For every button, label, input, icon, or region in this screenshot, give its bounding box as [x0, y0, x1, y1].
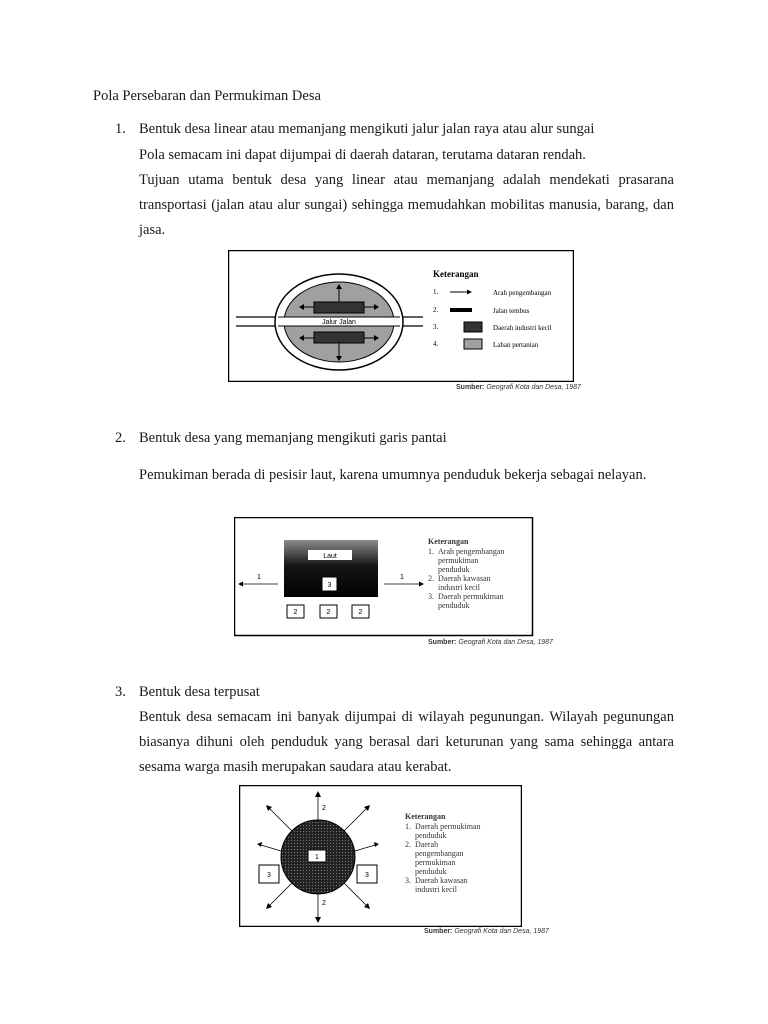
- svg-text:permukiman: permukiman: [415, 858, 456, 867]
- section-3-heading: Bentuk desa terpusat: [139, 684, 260, 700]
- svg-text:Daerah kawasan: Daerah kawasan: [438, 574, 491, 583]
- legend-num-2: 2.: [433, 306, 439, 314]
- section-3-number: 3.: [115, 684, 126, 700]
- figure-1-source: Sumber: Geografi Kota dan Desa, 1987: [456, 384, 581, 391]
- section-1-line: Pola semacam ini dapat dijumpai di daerah dataran, terutama dataran rendah.: [139, 147, 586, 163]
- legend-text-3: Daerah industri kecil: [493, 324, 552, 332]
- svg-text:penduduk: penduduk: [415, 867, 447, 876]
- legend-text-4: Lahan pertanian: [493, 341, 539, 349]
- figure-coastal-village: [234, 517, 534, 637]
- box-label-2: 2: [326, 609, 331, 616]
- svg-text:Arah pengembangan: Arah pengembangan: [438, 547, 505, 556]
- svg-text:Daerah: Daerah: [415, 840, 439, 849]
- box-label-3: 2: [358, 609, 363, 616]
- section-1-paragraph: Tujuan utama bentuk desa yang linear atau memanjang adalah mendekati prasarana transportasi (jalan atau alur sungai) sehingga memudahkan mobilitas manusia, barang, dan jasa.: [139, 172, 674, 238]
- section-2-heading: Bentuk desa yang memanjang mengikuti garis pantai: [139, 430, 447, 446]
- legend-num-1: 1.: [433, 288, 439, 296]
- figure-linear-village: [228, 250, 574, 382]
- legend-num-3: 3.: [428, 592, 434, 601]
- legend-num-1: 1.: [428, 547, 434, 556]
- section-3-paragraph: Bentuk desa semacam ini banyak dijumpai di wilayah pegunungan. Wilayah pegunungan biasanya dihuni oleh penduduk yang berasal dari keturunan yang sama sehingga antara sesama warga masih merupakan saudara atau kerabat.: [139, 709, 674, 775]
- center-label: 3: [327, 582, 332, 589]
- arrow-label-left: 1: [257, 574, 261, 581]
- document-title: Pola Persebaran dan Permukiman Desa: [93, 88, 321, 104]
- box-label-right: 3: [365, 872, 369, 879]
- legend-text-1: Arah pengembangan: [493, 289, 552, 297]
- legend-num-3: 3.: [433, 323, 439, 331]
- box-label-left: 3: [267, 872, 271, 879]
- legend-num-1: 1.: [405, 822, 411, 831]
- legend-title: Keterangan: [405, 812, 446, 821]
- arrow-label-top: 2: [322, 805, 326, 812]
- svg-text:penduduk: penduduk: [415, 831, 447, 840]
- box-label-1: 2: [293, 609, 298, 616]
- legend-title: Keterangan: [428, 537, 469, 546]
- svg-text:Daerah permukiman: Daerah permukiman: [415, 822, 481, 831]
- svg-text:industri kecil: industri kecil: [415, 885, 457, 894]
- legend-num-3: 3.: [405, 876, 411, 885]
- arrow-label-right: 1: [400, 574, 404, 581]
- section-1-heading: Bentuk desa linear atau memanjang mengikuti jalur jalan raya atau alur sungai: [139, 121, 595, 137]
- svg-text:Daerah kawasan: Daerah kawasan: [415, 876, 468, 885]
- sea-label: Laut: [323, 553, 337, 560]
- section-2-paragraph: Pemukiman berada di pesisir laut, karena umumnya penduduk bekerja sebagai nelayan.: [139, 467, 647, 483]
- svg-text:permukiman: permukiman: [438, 556, 479, 565]
- center-label: 1: [315, 854, 319, 861]
- figure-3-source: Sumber: Geografi Kota dan Desa, 1987: [424, 928, 549, 935]
- legend-title: Keterangan: [433, 269, 479, 279]
- figure-centralized-village: [239, 785, 522, 927]
- legend-num-4: 4.: [433, 340, 439, 348]
- svg-text:penduduk: penduduk: [438, 601, 470, 610]
- legend-num-2: 2.: [428, 574, 434, 583]
- svg-text:industri kecil: industri kecil: [438, 583, 480, 592]
- legend-num-2: 2.: [405, 840, 411, 849]
- legend-text-2: Jalan tembus: [493, 307, 530, 315]
- section-2-number: 2.: [115, 430, 126, 446]
- svg-text:pengembangan: pengembangan: [415, 849, 464, 858]
- svg-text:Daerah permukiman: Daerah permukiman: [438, 592, 504, 601]
- section-1-number: 1.: [115, 121, 126, 137]
- svg-text:penduduk: penduduk: [438, 565, 470, 574]
- road-label: Jalur Jalan: [322, 319, 356, 326]
- figure-2-source: Sumber: Geografi Kota dan Desa, 1987: [428, 639, 553, 646]
- arrow-label-bottom: 2: [322, 900, 326, 907]
